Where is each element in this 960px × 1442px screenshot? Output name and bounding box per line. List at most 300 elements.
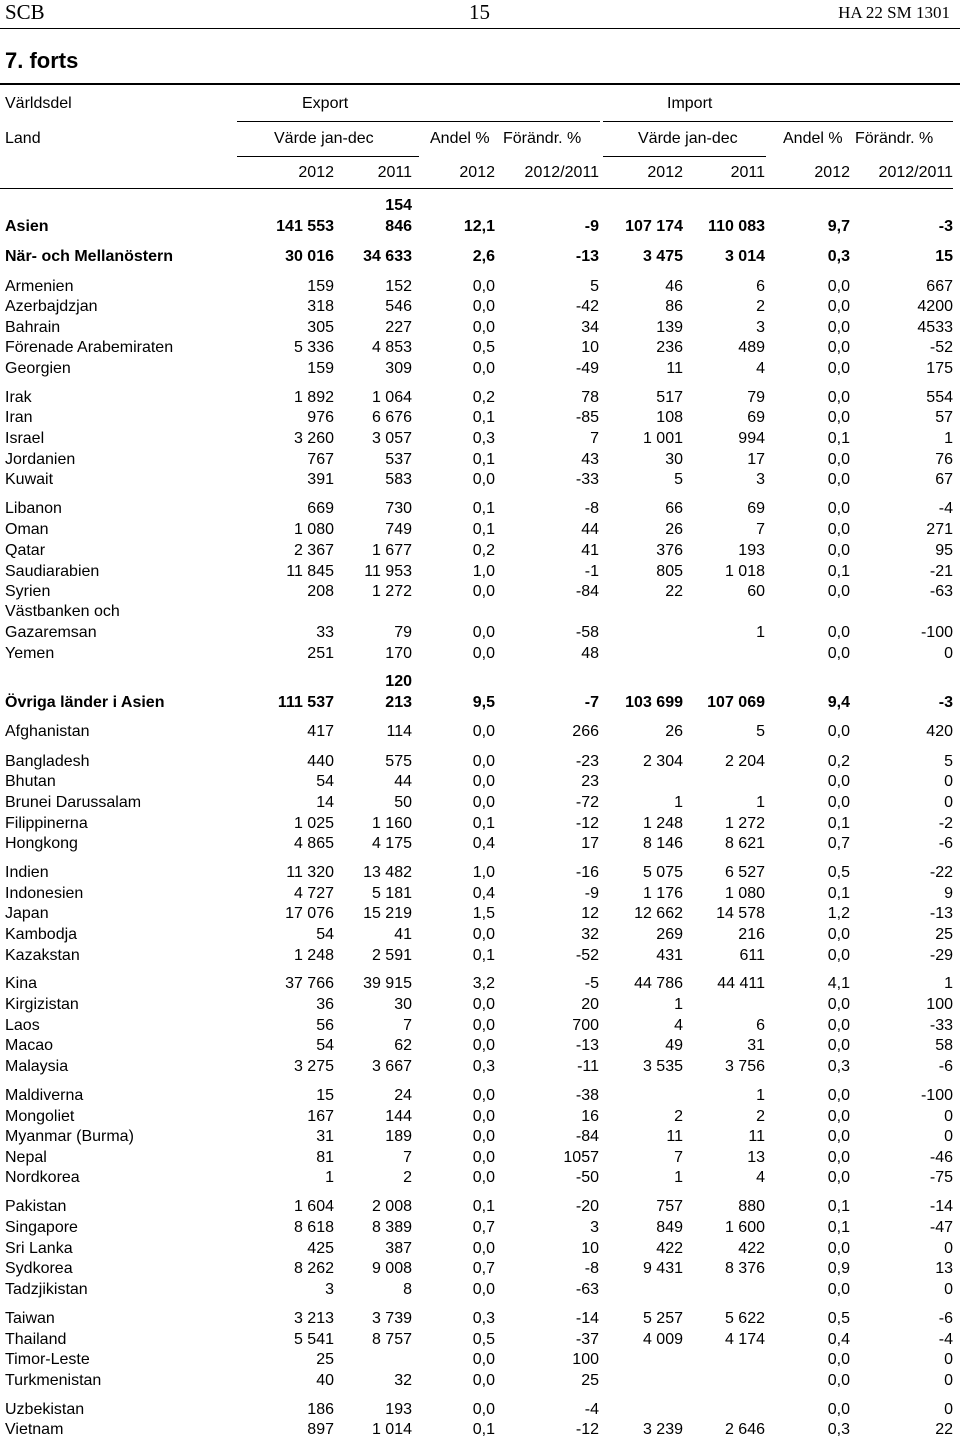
cell-value: 0,0 bbox=[472, 1149, 495, 1166]
cell-value: 1057 bbox=[563, 1149, 599, 1166]
cell-value: 25 bbox=[581, 1372, 599, 1389]
cell-value: 9 431 bbox=[642, 1260, 683, 1277]
country-name: Israel bbox=[5, 430, 45, 447]
cell-value: 269 bbox=[656, 926, 683, 943]
cell-value: 0,7 bbox=[472, 1219, 495, 1236]
cell-value: 0,0 bbox=[472, 794, 495, 811]
cell-value: 3 bbox=[756, 471, 765, 488]
cell-value: 34 633 bbox=[363, 248, 412, 265]
cell-value: 8 262 bbox=[293, 1260, 334, 1277]
cell-value: 108 bbox=[656, 409, 683, 426]
cell-value: 0,3 bbox=[472, 430, 495, 447]
cell-value: 5 bbox=[756, 723, 765, 740]
cell-value: 14 578 bbox=[716, 905, 765, 922]
cell-value: 13 bbox=[747, 1149, 765, 1166]
cell-value: 0,2 bbox=[472, 389, 495, 406]
cell-value: 0,0 bbox=[827, 1351, 850, 1368]
cell-value: 4 174 bbox=[724, 1331, 765, 1348]
cell-value: 8 757 bbox=[371, 1331, 412, 1348]
cell-value: 4 853 bbox=[371, 339, 412, 356]
country-name: Yemen bbox=[5, 645, 55, 662]
cell-value: -7 bbox=[584, 694, 599, 711]
cell-value: 44 786 bbox=[634, 975, 683, 992]
year-header-0: 2012 bbox=[298, 164, 334, 181]
cell-value: 144 bbox=[385, 1108, 412, 1125]
cell-value: 667 bbox=[926, 278, 953, 295]
cell-value: 3 756 bbox=[724, 1058, 765, 1075]
cell-value: 2 008 bbox=[371, 1198, 412, 1215]
cell-value: 3 bbox=[756, 319, 765, 336]
cell-value: 0 bbox=[944, 1281, 953, 1298]
cell-value: 4 bbox=[674, 1017, 683, 1034]
country-name: Bangladesh bbox=[5, 753, 90, 770]
cell-value: 0,0 bbox=[472, 1108, 495, 1125]
year-header-2: 2012 bbox=[459, 164, 495, 181]
cell-value: 0,9 bbox=[827, 1260, 850, 1277]
cell-value: 546 bbox=[385, 298, 412, 315]
cell-value: 0,0 bbox=[827, 947, 850, 964]
cell-value: 1,0 bbox=[472, 864, 495, 881]
country-name: Jordanien bbox=[5, 451, 76, 468]
cell-value: 1 176 bbox=[642, 885, 683, 902]
country-name: Övriga länder i Asien bbox=[5, 694, 165, 711]
cell-value: 489 bbox=[738, 339, 765, 356]
cell-value: 3 014 bbox=[724, 248, 765, 265]
cell-value: 0,1 bbox=[827, 1198, 850, 1215]
cell-value: 0,0 bbox=[827, 451, 850, 468]
cell-value: 0,1 bbox=[827, 563, 850, 580]
cell-value: 0,4 bbox=[827, 1331, 850, 1348]
cell-value: 15 219 bbox=[363, 905, 412, 922]
cell-value: -100 bbox=[920, 1087, 953, 1104]
cell-value: -3 bbox=[938, 218, 953, 235]
cell-value: 86 bbox=[665, 298, 683, 315]
cell-value: 517 bbox=[656, 389, 683, 406]
cell-value: 0,1 bbox=[827, 430, 850, 447]
cell-value: 0,0 bbox=[472, 298, 495, 315]
cell-value: 4 727 bbox=[293, 885, 334, 902]
cell-value: 0,0 bbox=[827, 1149, 850, 1166]
cell-value: 1 248 bbox=[642, 815, 683, 832]
header-share-import: Andel % bbox=[783, 130, 843, 147]
country-name: Thailand bbox=[5, 1331, 67, 1348]
country-name: Kina bbox=[5, 975, 38, 992]
cell-value: 0,0 bbox=[472, 1128, 495, 1145]
cell-value: 4 009 bbox=[642, 1331, 683, 1348]
cell-value: 0,0 bbox=[827, 339, 850, 356]
cell-value: 66 bbox=[665, 500, 683, 517]
cell-value: 1 080 bbox=[293, 521, 334, 538]
cell-value: 32 bbox=[581, 926, 599, 943]
year-header-3: 2012/2011 bbox=[524, 164, 599, 181]
cell-value: 387 bbox=[385, 1240, 412, 1257]
cell-value: 100 bbox=[572, 1351, 599, 1368]
cell-value: 8 146 bbox=[642, 835, 683, 852]
cell-value: 78 bbox=[581, 389, 599, 406]
cell-value: 1 604 bbox=[293, 1198, 334, 1215]
cell-value: 730 bbox=[385, 500, 412, 517]
cell-value: -4 bbox=[938, 500, 953, 517]
cell-value: -2 bbox=[938, 815, 953, 832]
cell-value: 0,0 bbox=[827, 1128, 850, 1145]
cell-value: -63 bbox=[575, 1281, 599, 1298]
cell-value: 417 bbox=[307, 723, 334, 740]
cell-value: 5 bbox=[944, 753, 953, 770]
cell-value: 897 bbox=[307, 1421, 334, 1438]
cell-value: -37 bbox=[575, 1331, 599, 1348]
cell-value: 30 bbox=[394, 996, 412, 1013]
cell-value: 0,0 bbox=[472, 1087, 495, 1104]
cell-value: 22 bbox=[665, 583, 683, 600]
cell-value: 0,0 bbox=[827, 1017, 850, 1034]
cell-value: 34 bbox=[581, 319, 599, 336]
cell-value: 5 bbox=[590, 278, 599, 295]
cell-value: 1 600 bbox=[724, 1219, 765, 1236]
cell-value: 431 bbox=[656, 947, 683, 964]
country-name: Afghanistan bbox=[5, 723, 90, 740]
year-header-4: 2012 bbox=[647, 164, 683, 181]
cell-value: 425 bbox=[307, 1240, 334, 1257]
cell-value: 0,1 bbox=[472, 947, 495, 964]
cell-value: -6 bbox=[938, 1310, 953, 1327]
cell-value: 583 bbox=[385, 471, 412, 488]
cell-value: 31 bbox=[747, 1037, 765, 1054]
cell-value: 12 662 bbox=[634, 905, 683, 922]
cell-value: -14 bbox=[929, 1198, 953, 1215]
cell-value: 1 bbox=[756, 624, 765, 641]
year-header-1: 2011 bbox=[377, 164, 412, 181]
cell-value: 2 bbox=[674, 1108, 683, 1125]
cell-value: 3 057 bbox=[371, 430, 412, 447]
cell-value: 11 320 bbox=[286, 864, 334, 881]
cell-value: 44 411 bbox=[717, 975, 765, 992]
cell-value: 5 181 bbox=[371, 885, 412, 902]
cell-value: 0,0 bbox=[472, 1017, 495, 1034]
country-name: Saudiarabien bbox=[5, 563, 100, 580]
country-name: Kazakstan bbox=[5, 947, 80, 964]
cell-value: 9,7 bbox=[827, 218, 850, 235]
cell-value: 60 bbox=[747, 583, 765, 600]
cell-value: 669 bbox=[307, 500, 334, 517]
cell-value: 4 175 bbox=[371, 835, 412, 852]
cell-value: 24 bbox=[394, 1087, 412, 1104]
cell-value: 0,0 bbox=[827, 298, 850, 315]
cell-value: 0,0 bbox=[827, 1108, 850, 1125]
cell-value: 95 bbox=[935, 542, 953, 559]
page-header-left: SCB bbox=[5, 0, 45, 24]
cell-value: 0,0 bbox=[472, 645, 495, 662]
cell-value: 0,0 bbox=[472, 1169, 495, 1186]
cell-value: 7 bbox=[590, 430, 599, 447]
cell-value: 67 bbox=[935, 471, 953, 488]
country-name: Armenien bbox=[5, 278, 74, 295]
cell-value: 107 069 bbox=[707, 694, 765, 711]
cell-value: 0 bbox=[944, 794, 953, 811]
cell-value: 4 bbox=[756, 1169, 765, 1186]
country-name: Uzbekistan bbox=[5, 1401, 85, 1418]
country-name: Azerbajdzjan bbox=[5, 298, 98, 315]
cell-value: 1 bbox=[674, 996, 683, 1013]
cell-value: -8 bbox=[584, 500, 599, 517]
cell-value: 0,5 bbox=[827, 864, 850, 881]
country-name: Georgien bbox=[5, 360, 71, 377]
cell-value: 554 bbox=[926, 389, 953, 406]
cell-value: 43 bbox=[581, 451, 599, 468]
cell-value: 25 bbox=[316, 1351, 334, 1368]
country-name: Libanon bbox=[5, 500, 62, 517]
cell-value: 9 008 bbox=[371, 1260, 412, 1277]
cell-value: 0 bbox=[944, 1108, 953, 1125]
cell-value: 5 336 bbox=[293, 339, 334, 356]
cell-value: 8 bbox=[403, 1281, 412, 1298]
cell-value: 9,4 bbox=[827, 694, 850, 711]
cell-value: 2 bbox=[403, 1169, 412, 1186]
cell-value: 15 bbox=[316, 1087, 334, 1104]
cell-value: 2 bbox=[756, 298, 765, 315]
cell-value: -14 bbox=[575, 1310, 599, 1327]
cell-value: 0 bbox=[944, 773, 953, 790]
cell-value: 1 080 bbox=[724, 885, 765, 902]
country-name: Myanmar (Burma) bbox=[5, 1128, 134, 1145]
cell-value: 0,1 bbox=[472, 409, 495, 426]
cell-value: 193 bbox=[738, 542, 765, 559]
cell-value: 0,1 bbox=[827, 885, 850, 902]
cell-value: 216 bbox=[738, 926, 765, 943]
cell-value: 16 bbox=[581, 1108, 599, 1125]
cell-value: 208 bbox=[307, 583, 334, 600]
cell-value: 54 bbox=[316, 773, 334, 790]
cell-value: 0,0 bbox=[472, 1240, 495, 1257]
cell-value: 0,1 bbox=[827, 815, 850, 832]
cell-value: 0,0 bbox=[827, 389, 850, 406]
cell-value: 0,3 bbox=[827, 248, 850, 265]
cell-value: 976 bbox=[307, 409, 334, 426]
cell-value: 6 676 bbox=[371, 409, 412, 426]
cell-value: 23 bbox=[581, 773, 599, 790]
cell-value: 1 014 bbox=[371, 1421, 412, 1438]
cell-value: 54 bbox=[316, 926, 334, 943]
cell-value: 20 bbox=[581, 996, 599, 1013]
cell-value: 15 bbox=[935, 248, 953, 265]
cell-value: 376 bbox=[656, 542, 683, 559]
cell-value: -100 bbox=[920, 624, 953, 641]
cell-value: 0,1 bbox=[472, 500, 495, 517]
country-name: Kirgizistan bbox=[5, 996, 79, 1013]
cell-value: 139 bbox=[656, 319, 683, 336]
cell-value: 0,0 bbox=[472, 319, 495, 336]
cell-value: 0,0 bbox=[827, 926, 850, 943]
cell-value: 111 537 bbox=[277, 694, 334, 711]
cell-value: 44 bbox=[581, 521, 599, 538]
country-name: Nepal bbox=[5, 1149, 47, 1166]
cell-value: 0,3 bbox=[827, 1421, 850, 1438]
cell-value: 1 272 bbox=[371, 583, 412, 600]
country-name: Förenade Arabemiraten bbox=[5, 339, 174, 356]
cell-value: 32 bbox=[394, 1372, 412, 1389]
cell-value: 2 591 bbox=[371, 947, 412, 964]
cell-value: 76 bbox=[935, 451, 953, 468]
cell-value: 0,0 bbox=[827, 1037, 850, 1054]
header-export: Export bbox=[302, 95, 349, 112]
cell-value: 5 257 bbox=[642, 1310, 683, 1327]
cell-value: -38 bbox=[575, 1087, 599, 1104]
cell-value: 0,0 bbox=[827, 1401, 850, 1418]
cell-value: -22 bbox=[929, 864, 953, 881]
cell-value: -13 bbox=[929, 905, 953, 922]
cell-value: 0,0 bbox=[472, 753, 495, 770]
cell-value: 213 bbox=[385, 694, 412, 711]
section-title: 7. forts bbox=[5, 48, 79, 73]
cell-value: 0,4 bbox=[472, 885, 495, 902]
cell-value: 0,0 bbox=[472, 278, 495, 295]
cell-value: 0,4 bbox=[472, 835, 495, 852]
cell-value: 2,6 bbox=[472, 248, 495, 265]
country-name: Kuwait bbox=[5, 471, 54, 488]
cell-value: 0,5 bbox=[472, 339, 495, 356]
cell-value: -12 bbox=[575, 1421, 599, 1438]
cell-value: 1 bbox=[674, 794, 683, 811]
cell-value: 152 bbox=[385, 278, 412, 295]
cell-value: 2 304 bbox=[642, 753, 683, 770]
cell-value: 1 677 bbox=[371, 542, 412, 559]
cell-value: -6 bbox=[938, 1058, 953, 1075]
cell-value: 31 bbox=[316, 1128, 334, 1145]
cell-value: 1,0 bbox=[472, 563, 495, 580]
cell-value: 0,0 bbox=[472, 773, 495, 790]
header-change-import: Förändr. % bbox=[855, 130, 934, 147]
cell-value: 5 541 bbox=[293, 1331, 334, 1348]
cell-value: 3 275 bbox=[293, 1058, 334, 1075]
cell-value: 103 699 bbox=[625, 694, 683, 711]
cell-value: -63 bbox=[929, 583, 953, 600]
header-region: Världsdel bbox=[5, 95, 72, 112]
cell-value: 46 bbox=[665, 278, 683, 295]
cell-value: 0,1 bbox=[472, 521, 495, 538]
country-name: Filippinerna bbox=[5, 815, 88, 832]
cell-value: 236 bbox=[656, 339, 683, 356]
cell-value: 30 bbox=[665, 451, 683, 468]
cell-value: 44 bbox=[394, 773, 412, 790]
cell-value: 189 bbox=[385, 1128, 412, 1145]
header-country: Land bbox=[5, 130, 41, 147]
cell-value: 0,1 bbox=[827, 1219, 850, 1236]
cell-value: 1 bbox=[756, 794, 765, 811]
cell-value: 0,5 bbox=[472, 1331, 495, 1348]
country-name: Iran bbox=[5, 409, 33, 426]
country-name: Bhutan bbox=[5, 773, 56, 790]
cell-value: 1 018 bbox=[724, 563, 765, 580]
cell-value: 8 621 bbox=[724, 835, 765, 852]
cell-value: 0,0 bbox=[472, 1037, 495, 1054]
cell-value: -33 bbox=[575, 471, 599, 488]
cell-value: -16 bbox=[575, 864, 599, 881]
cell-value: 3 535 bbox=[642, 1058, 683, 1075]
cell-value: 11 845 bbox=[286, 563, 334, 580]
cell-value: -5 bbox=[584, 975, 599, 992]
cell-value: 1 001 bbox=[642, 430, 683, 447]
cell-value: -20 bbox=[575, 1198, 599, 1215]
cell-value: -52 bbox=[929, 339, 953, 356]
cell-value: 3 bbox=[590, 1219, 599, 1236]
cell-value: 0,7 bbox=[827, 835, 850, 852]
cell-value: 0,0 bbox=[827, 542, 850, 559]
cell-value: 62 bbox=[394, 1037, 412, 1054]
cell-value: -52 bbox=[575, 947, 599, 964]
country-name: Brunei Darussalam bbox=[5, 794, 142, 811]
page-header-right: HA 22 SM 1301 bbox=[838, 3, 950, 22]
cell-value: 4 865 bbox=[293, 835, 334, 852]
cell-value: 0 bbox=[944, 1351, 953, 1368]
cell-value: 3 667 bbox=[371, 1058, 412, 1075]
cell-value: 0,0 bbox=[827, 1169, 850, 1186]
cell-value: 11 953 bbox=[364, 563, 412, 580]
cell-value: 420 bbox=[926, 723, 953, 740]
cell-value: 0,5 bbox=[827, 1310, 850, 1327]
cell-value: 1 bbox=[944, 430, 953, 447]
cell-value: 13 482 bbox=[363, 864, 412, 881]
cell-value: -9 bbox=[584, 885, 599, 902]
cell-value: 41 bbox=[394, 926, 412, 943]
cell-value: -29 bbox=[929, 947, 953, 964]
cell-value: 100 bbox=[926, 996, 953, 1013]
cell-value: -46 bbox=[929, 1149, 953, 1166]
cell-value-upper: 120 bbox=[385, 673, 412, 690]
cell-value: 271 bbox=[926, 521, 953, 538]
cell-value: 79 bbox=[394, 624, 412, 641]
country-name: När- och Mellanöstern bbox=[5, 248, 174, 265]
year-header-6: 2012 bbox=[814, 164, 850, 181]
cell-value: 186 bbox=[307, 1401, 334, 1418]
cell-value: 0,0 bbox=[827, 794, 850, 811]
cell-value: 3 475 bbox=[642, 248, 683, 265]
cell-value: 7 bbox=[403, 1017, 412, 1034]
cell-value: 0,1 bbox=[472, 451, 495, 468]
cell-value: 0,0 bbox=[827, 645, 850, 662]
cell-value: 0,0 bbox=[472, 1372, 495, 1389]
cell-value: 1,2 bbox=[827, 905, 850, 922]
cell-value: 0,0 bbox=[472, 926, 495, 943]
cell-value: 537 bbox=[385, 451, 412, 468]
cell-value: 6 bbox=[756, 278, 765, 295]
cell-value: -4 bbox=[584, 1401, 599, 1418]
country-name: Hongkong bbox=[5, 835, 78, 852]
cell-value: 48 bbox=[581, 645, 599, 662]
cell-value: 58 bbox=[935, 1037, 953, 1054]
country-name: Vietnam bbox=[5, 1421, 64, 1438]
cell-value: 114 bbox=[386, 723, 412, 740]
cell-value: 39 915 bbox=[363, 975, 412, 992]
cell-value: 9,5 bbox=[472, 694, 495, 711]
cell-value: 0,1 bbox=[472, 1421, 495, 1438]
year-header-5: 2011 bbox=[730, 164, 765, 181]
cell-value: 227 bbox=[385, 319, 412, 336]
country-name: Sri Lanka bbox=[5, 1240, 73, 1257]
cell-value: 611 bbox=[739, 947, 765, 964]
cell-value: -75 bbox=[929, 1169, 953, 1186]
cell-value: 1 bbox=[944, 975, 953, 992]
cell-value: -4 bbox=[938, 1331, 953, 1348]
country-name: Taiwan bbox=[5, 1310, 55, 1327]
cell-value: 170 bbox=[385, 645, 412, 662]
cell-value: 767 bbox=[307, 451, 334, 468]
cell-value: 0 bbox=[944, 1128, 953, 1145]
country-name-line1: Västbanken och bbox=[5, 603, 120, 620]
country-name: Indien bbox=[5, 864, 49, 881]
cell-value: 0,7 bbox=[472, 1260, 495, 1277]
header-change-export: Förändr. % bbox=[503, 130, 582, 147]
cell-value: 0,3 bbox=[827, 1058, 850, 1075]
cell-value: 4 bbox=[756, 360, 765, 377]
